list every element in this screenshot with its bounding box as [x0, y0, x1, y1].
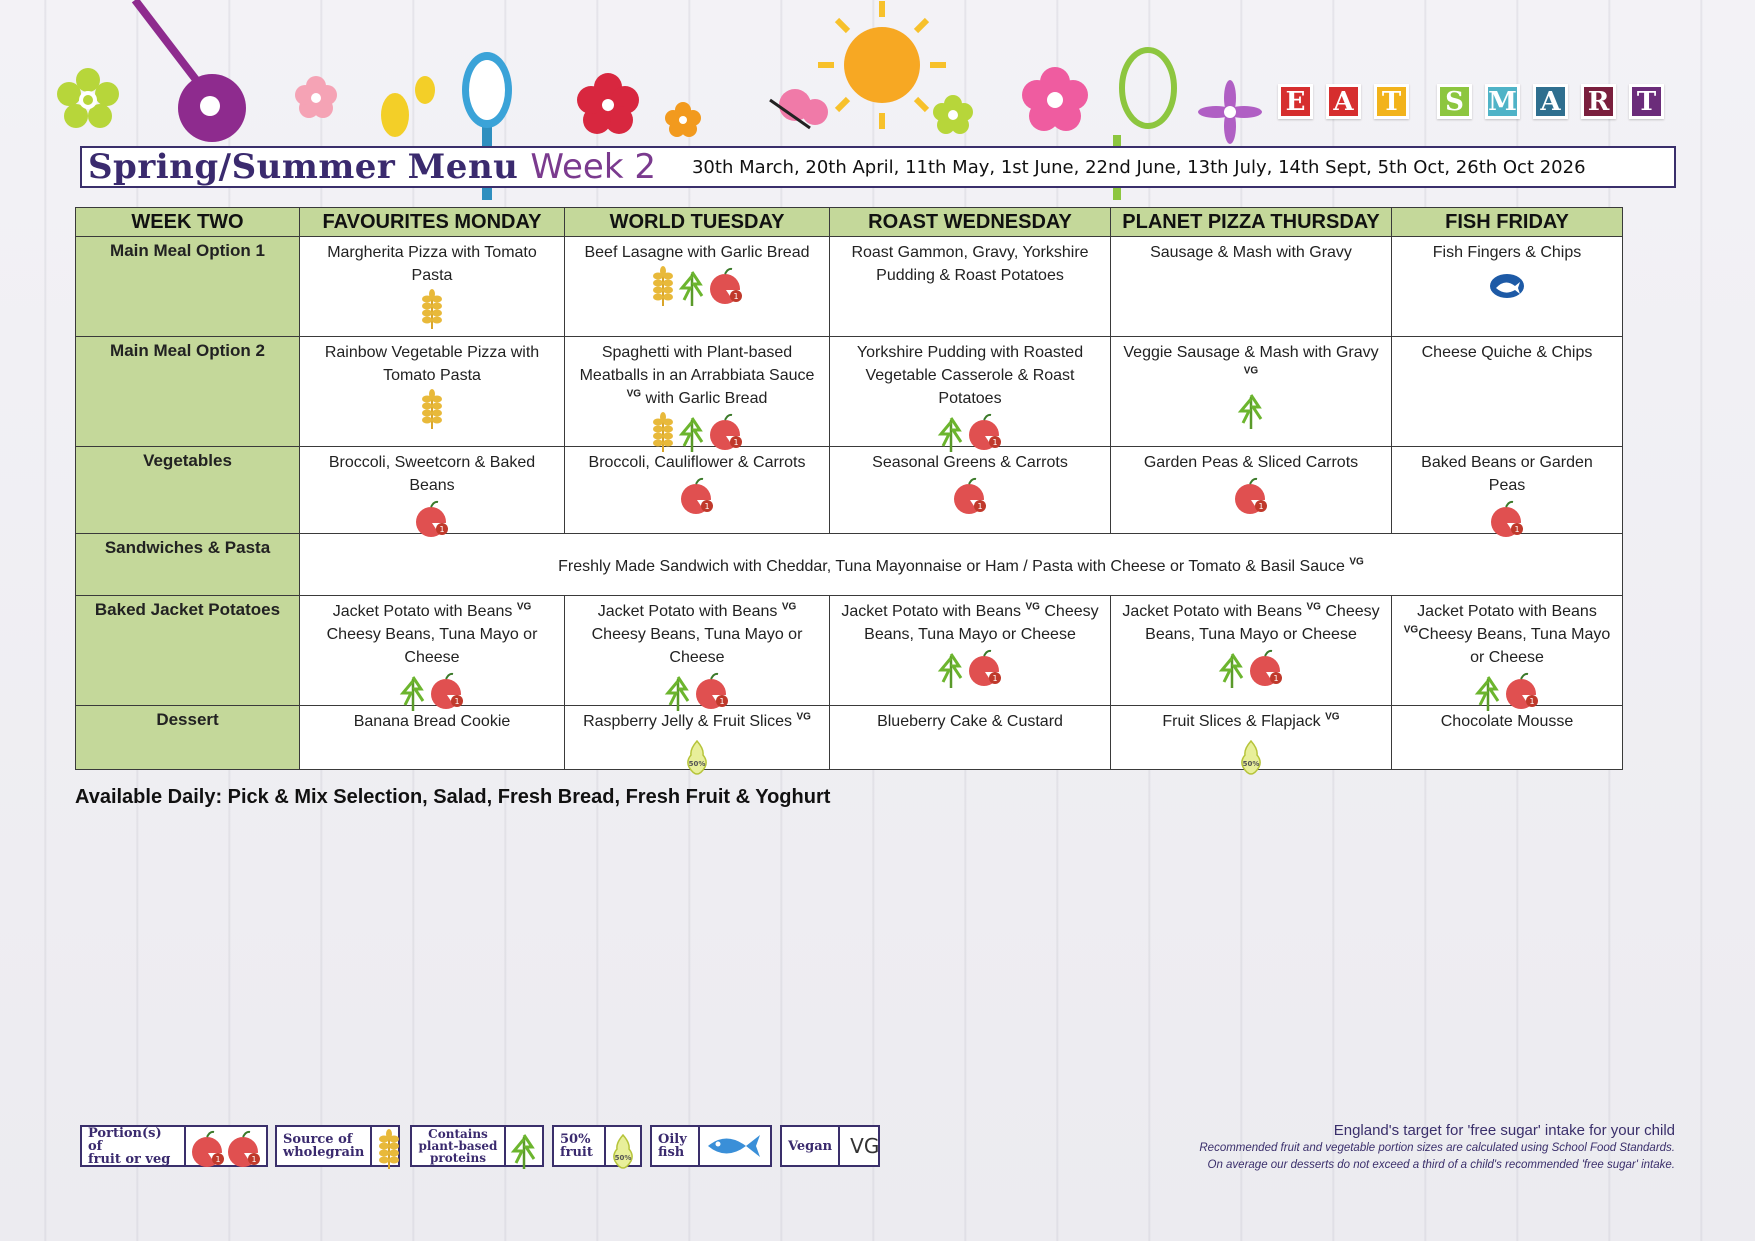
- dish-text: [1402, 600, 1612, 669]
- dietary-icons: [310, 671, 554, 705]
- dish-text: [1402, 451, 1612, 497]
- vegan-badge: VG: [516, 601, 532, 613]
- svg-text:1: 1: [733, 438, 739, 447]
- dish-name-continued: Cheesy Beans, Tuna Mayo or Cheese: [1418, 626, 1611, 666]
- dish-name: Yorkshire Pudding with Roasted Vegetable Casserole & Roast Potatoes: [856, 344, 1084, 407]
- logo-letter: R: [1581, 84, 1616, 119]
- menu-week: Week 2: [530, 147, 656, 187]
- dish-name: Sausage & Mash with Gravy: [1150, 244, 1352, 261]
- pink-flower-icon: [295, 76, 337, 118]
- msc-fish-icon: [1487, 266, 1527, 300]
- menu-cell: [830, 237, 1111, 337]
- dish-name: Broccoli, Cauliflower & Carrots: [588, 454, 806, 471]
- column-header: WORLD TUESDAY: [565, 208, 830, 237]
- dish-name: Veggie Sausage & Mash with Gravy: [1123, 344, 1379, 361]
- key-label-line: Portion(s) of: [88, 1125, 162, 1154]
- menu-dates: 30th March, 20th April, 11th May, 1st June, 22nd June, 13th July, 14th Sept, 5th Oct, 26th Oct 2026: [691, 156, 1586, 178]
- orange-flower-icon: [665, 102, 701, 137]
- dish-text: [1121, 451, 1381, 474]
- protein-icon: [510, 1129, 538, 1163]
- oily-fish-icon: [704, 1129, 766, 1163]
- fruit-veg-icon: [1248, 648, 1284, 682]
- dish-text: [310, 710, 554, 733]
- dish-text: Freshly Made Sandwich with Cheddar, Tuna Mayonnaise or Ham / Pasta with Cheese or Tomato & Basil Sauce: [558, 558, 1350, 575]
- dietary-icons: [840, 412, 1100, 446]
- key-icon-box: [370, 1127, 406, 1165]
- protein-icon: [678, 412, 706, 446]
- logo-letter: M: [1485, 84, 1520, 119]
- wholegrain-icon: [419, 289, 445, 323]
- dish-text: [310, 451, 554, 497]
- vegan-key-badge: VG: [850, 1134, 880, 1158]
- vegan-badge: VG: [796, 711, 811, 723]
- protein-icon: [678, 266, 706, 300]
- svg-text:1: 1: [1258, 502, 1264, 511]
- wholegrain-icon: [376, 1129, 402, 1163]
- key-item: [780, 1125, 880, 1167]
- magenta-flower-icon: [1022, 67, 1088, 131]
- menu-cell: [830, 337, 1111, 447]
- menu-cell: [300, 706, 565, 770]
- menu-row: [76, 447, 1623, 534]
- menu-cell: [1392, 237, 1623, 337]
- dietary-icons: [310, 389, 554, 423]
- dish-name: Rainbow Vegetable Pizza with Tomato Pasta: [324, 344, 540, 384]
- key-label: [652, 1133, 698, 1159]
- dish-name: Blueberry Cake & Custard: [877, 713, 1063, 730]
- svg-text:50%: 50%: [1242, 760, 1260, 768]
- menu-cell: [830, 706, 1111, 770]
- fruit-veg-icon: [1504, 671, 1540, 705]
- red-flower-icon: [577, 73, 639, 134]
- dish-name-continued: Cheesy Beans, Tuna Mayo or Cheese: [591, 626, 803, 666]
- key-label: [82, 1127, 184, 1166]
- fruit-veg-icon: [429, 671, 465, 705]
- fruit-veg-icon: [708, 412, 744, 446]
- dietary-icons: [1402, 499, 1612, 533]
- svg-text:1: 1: [704, 502, 710, 511]
- logo-letter: E: [1278, 84, 1313, 119]
- available-daily: Available Daily: Pick & Mix Selection, Salad, Fresh Bread, Fresh Fruit & Yoghurt: [75, 786, 831, 808]
- spoon-icon: [135, 0, 200, 85]
- dish-name: Jacket Potato with Beans: [841, 603, 1026, 620]
- tulip-icon: [381, 76, 435, 137]
- dish-name-continued: with Garlic Bread: [641, 390, 768, 407]
- vegan-badge: VG: [781, 601, 797, 613]
- protein-icon: [664, 671, 692, 705]
- key-item: [275, 1125, 400, 1167]
- menu-cell: [565, 706, 830, 770]
- menu-cell: [1111, 337, 1392, 447]
- logo-letter: S: [1437, 84, 1472, 119]
- key-label-line: Oily: [658, 1132, 687, 1147]
- key-label-line: fish: [658, 1145, 685, 1160]
- row-label: Sandwiches & Pasta: [76, 534, 300, 596]
- svg-text:1: 1: [733, 292, 739, 301]
- key-label: [782, 1140, 838, 1153]
- dish-text: [310, 341, 554, 387]
- row-label: Main Meal Option 2: [76, 337, 300, 447]
- menu-row: [76, 337, 1623, 447]
- protein-icon: [1237, 389, 1265, 423]
- vegan-badge: VG: [1403, 624, 1419, 636]
- green-flower-icon: [57, 68, 119, 128]
- key-label: [554, 1133, 604, 1159]
- menu-cell: [1392, 447, 1623, 534]
- menu-cell: [300, 237, 565, 337]
- dietary-icons: [575, 671, 819, 705]
- row-label: Baked Jacket Potatoes: [76, 596, 300, 706]
- menu-row: [76, 706, 1623, 770]
- dietary-icons: [575, 735, 819, 769]
- dish-text: [1121, 241, 1381, 264]
- vegan-badge: VG: [626, 388, 642, 400]
- fruit-veg-icon: [226, 1129, 262, 1163]
- dish-text: [575, 241, 819, 264]
- key-label-line: Contains: [428, 1127, 488, 1141]
- fruit-50-icon: [684, 735, 710, 769]
- row-label: Main Meal Option 1: [76, 237, 300, 337]
- dish-name: Raspberry Jelly & Fruit Slices: [583, 713, 797, 730]
- dish-text: [1121, 341, 1381, 387]
- fruit-veg-icon: [1489, 499, 1525, 533]
- dietary-icons: [1121, 476, 1381, 510]
- dietary-icons: [840, 476, 1100, 510]
- dish-text: [575, 451, 819, 474]
- protein-icon: [399, 671, 427, 705]
- dish-text: [1121, 710, 1381, 733]
- svg-text:1: 1: [719, 697, 725, 706]
- svg-text:1: 1: [1529, 697, 1535, 706]
- menu-cell: [565, 596, 830, 706]
- svg-text:1: 1: [977, 502, 983, 511]
- menu-table: [75, 207, 1623, 770]
- dish-text: [575, 341, 819, 410]
- dish-name: Seasonal Greens & Carrots: [872, 454, 1068, 471]
- dish-name: Broccoli, Sweetcorn & Baked Beans: [328, 454, 536, 494]
- dish-text: [840, 710, 1100, 733]
- dish-name: Beef Lasagne with Garlic Bread: [584, 244, 810, 261]
- key-label-line: wholegrain: [283, 1145, 365, 1160]
- menu-cell: [1392, 706, 1623, 770]
- dish-name-continued: Cheesy Beans, Tuna Mayo or Cheese: [326, 626, 538, 666]
- svg-text:1: 1: [1514, 525, 1520, 534]
- dietary-icons: [310, 499, 554, 533]
- key-icon-box: [838, 1127, 889, 1165]
- key-icon-box: [184, 1127, 266, 1165]
- dish-text: [1402, 241, 1612, 264]
- dietary-icons: [1121, 735, 1381, 769]
- menu-cell: [1111, 706, 1392, 770]
- logo-letter: T: [1374, 84, 1409, 119]
- key-label-line: Source of: [283, 1132, 353, 1147]
- column-header: ROAST WEDNESDAY: [830, 208, 1111, 237]
- dish-name: Jacket Potato with Beans: [1122, 603, 1307, 620]
- key-item: [410, 1125, 544, 1167]
- svg-text:1: 1: [215, 1155, 221, 1164]
- menu-cell: [1392, 337, 1623, 447]
- menu-row: [76, 534, 1623, 596]
- dish-text: [1121, 600, 1381, 646]
- wholegrain-icon: [650, 412, 676, 446]
- column-header: FISH FRIDAY: [1392, 208, 1623, 237]
- key-label-line: proteins: [430, 1151, 486, 1165]
- protein-icon: [937, 412, 965, 446]
- svg-text:1: 1: [1273, 674, 1279, 683]
- vegan-badge: VG: [1025, 601, 1040, 613]
- vegan-badge: VG: [1349, 556, 1364, 568]
- dish-text: [840, 241, 1100, 287]
- title-bar: [80, 146, 1676, 188]
- dish-name-continued: Cheesy Beans, Tuna Mayo or Cheese: [1145, 603, 1380, 643]
- dish-text: [310, 241, 554, 287]
- dietary-icons: [575, 266, 819, 300]
- dish-name: Fruit Slices & Flapjack: [1162, 713, 1326, 730]
- dietary-icons: [840, 648, 1100, 682]
- row-label: Vegetables: [76, 447, 300, 534]
- dish-name: Garden Peas & Sliced Carrots: [1143, 454, 1359, 471]
- sun-icon: [818, 1, 946, 129]
- row-label: Dessert: [76, 706, 300, 770]
- fruit-veg-icon: [967, 412, 1003, 446]
- key-item: [80, 1125, 268, 1167]
- column-header: FAVOURITES MONDAY: [300, 208, 565, 237]
- protein-icon: [1218, 648, 1246, 682]
- dish-name: Fish Fingers & Chips: [1432, 244, 1582, 261]
- logo-letter: A: [1326, 84, 1361, 119]
- dish-name: Jacket Potato with Beans: [1417, 603, 1597, 620]
- key-item: [552, 1125, 642, 1167]
- key-icon-box: [504, 1127, 542, 1165]
- purple-flower-icon: [1198, 80, 1262, 144]
- dish-text: [310, 600, 554, 669]
- menu-title: Spring/Summer Menu: [88, 147, 519, 187]
- key-label: [277, 1133, 370, 1159]
- dish-name: Jacket Potato with Beans: [332, 603, 517, 620]
- lime-flower-icon: [933, 95, 973, 134]
- footer-note-heading: England's target for 'free sugar' intake for your child: [1333, 1122, 1675, 1139]
- dietary-icons: [1121, 389, 1381, 423]
- menu-cell: [565, 337, 830, 447]
- dish-text: [840, 600, 1100, 646]
- protein-icon: [1474, 671, 1502, 705]
- dish-name: Margherita Pizza with Tomato Pasta: [327, 244, 537, 284]
- key-label-line: fruit: [560, 1145, 593, 1160]
- menu-cell: [830, 447, 1111, 534]
- key-icon-box: [698, 1127, 770, 1165]
- dish-name: Spaghetti with Plant-based Meatballs in an Arrabbiata Sauce: [579, 344, 815, 384]
- menu-cell: [300, 534, 1623, 596]
- logo-letter: T: [1629, 84, 1664, 119]
- logo-letter: A: [1533, 84, 1568, 119]
- eat-smart-logo: [1278, 84, 1664, 119]
- dish-text: [1402, 710, 1612, 733]
- butterfly-icon: [770, 89, 828, 128]
- header-row: [76, 208, 1623, 237]
- dish-text: [575, 600, 819, 669]
- protein-icon: [937, 648, 965, 682]
- dish-name: Banana Bread Cookie: [353, 713, 511, 730]
- dietary-icons: [575, 412, 819, 446]
- dish-name-continued: Cheesy Beans, Tuna Mayo or Cheese: [864, 603, 1099, 643]
- footer-note-line1: Recommended fruit and vegetable portion sizes are calculated using School Food Standards.: [1199, 1142, 1675, 1154]
- menu-cell: [300, 337, 565, 447]
- dietary-icons: [575, 476, 819, 510]
- fruit-veg-icon: [190, 1129, 226, 1163]
- footer-note-line2: On average our desserts do not exceed a third of a child's recommended 'free sugar' intake.: [1207, 1159, 1675, 1171]
- fruit-50-icon: [610, 1129, 636, 1163]
- menu-row: [76, 596, 1623, 706]
- menu-cell: [300, 596, 565, 706]
- dish-name: Roast Gammon, Gravy, Yorkshire Pudding & Roast Potatoes: [851, 244, 1089, 284]
- fruit-veg-icon: [414, 499, 450, 533]
- dish-text: [575, 710, 819, 733]
- menu-cell: [1392, 596, 1623, 706]
- fruit-veg-icon: [967, 648, 1003, 682]
- dietary-icons: [1402, 671, 1612, 705]
- svg-text:1: 1: [439, 525, 445, 534]
- svg-text:1: 1: [251, 1155, 257, 1164]
- dish-text: [840, 341, 1100, 410]
- key-label-line: fruit or veg: [88, 1151, 171, 1167]
- svg-text:1: 1: [992, 674, 998, 683]
- column-header: WEEK TWO: [76, 208, 300, 237]
- dietary-icons: [1121, 648, 1381, 682]
- fruit-veg-icon: [1233, 476, 1269, 510]
- key-label-line: 50%: [560, 1132, 591, 1147]
- key-item: [650, 1125, 772, 1167]
- wholegrain-icon: [419, 389, 445, 423]
- menu-cell: [1111, 596, 1392, 706]
- vegan-badge: VG: [1243, 365, 1259, 377]
- menu-row: [76, 237, 1623, 337]
- dish-name: Baked Beans or Garden Peas: [1421, 454, 1593, 494]
- dish-text: [1402, 341, 1612, 364]
- menu-cell: [565, 237, 830, 337]
- fruit-50-icon: [1238, 735, 1264, 769]
- key-label-line: plant-based: [418, 1139, 498, 1153]
- svg-text:50%: 50%: [614, 1154, 632, 1162]
- fruit-veg-icon: [708, 266, 744, 300]
- svg-text:1: 1: [992, 438, 998, 447]
- svg-text:1: 1: [454, 697, 460, 706]
- menu-cell: [300, 447, 565, 534]
- fruit-veg-icon: [952, 476, 988, 510]
- vegan-badge: VG: [1325, 711, 1340, 723]
- dietary-icons: [310, 289, 554, 323]
- wholegrain-icon: [650, 266, 676, 300]
- key-label-line: Vegan: [788, 1138, 833, 1154]
- fruit-veg-icon: [694, 671, 730, 705]
- key-icon-box: [604, 1127, 640, 1165]
- menu-cell: [565, 447, 830, 534]
- menu-cell: [1111, 447, 1392, 534]
- dietary-icons: [1402, 266, 1612, 300]
- column-header: PLANET PIZZA THURSDAY: [1111, 208, 1392, 237]
- key-label: [412, 1128, 504, 1164]
- dish-text: [840, 451, 1100, 474]
- dish-name: Chocolate Mousse: [1440, 713, 1574, 730]
- vegan-badge: VG: [1306, 601, 1321, 613]
- dish-name: Jacket Potato with Beans: [597, 603, 782, 620]
- fruit-veg-icon: [679, 476, 715, 510]
- svg-text:50%: 50%: [688, 760, 706, 768]
- dish-name: Cheese Quiche & Chips: [1421, 344, 1593, 361]
- menu-cell: [1111, 237, 1392, 337]
- menu-cell: [830, 596, 1111, 706]
